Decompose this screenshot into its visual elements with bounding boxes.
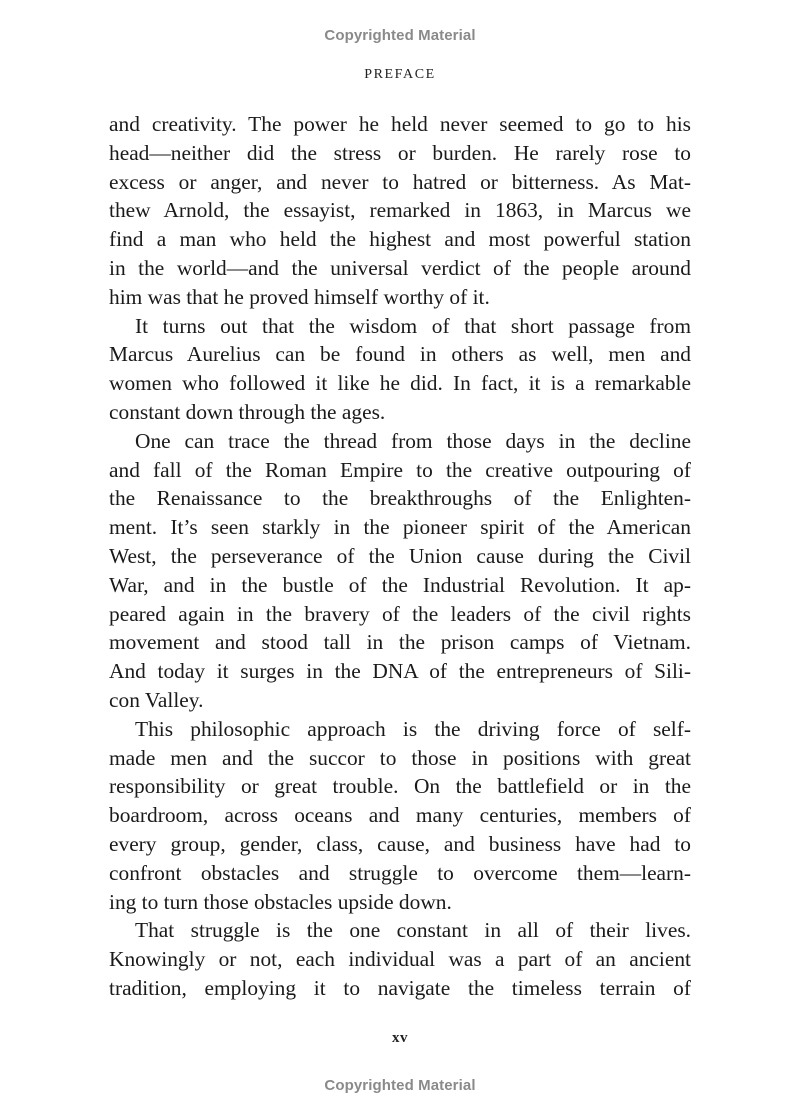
text-line: made men and the succor to those in positions with great xyxy=(109,745,691,770)
text-line: Marcus Aurelius can be found in others as well, men and xyxy=(109,342,691,367)
text-line: head—neither did the stress or burden. He rarely rose to xyxy=(109,140,691,165)
page-number: xv xyxy=(392,1030,408,1046)
text-line: That struggle is the one constant in all of their lives. xyxy=(135,918,691,943)
copyright-watermark-bottom: Copyrighted Material xyxy=(324,1077,476,1094)
text-line: and fall of the Roman Empire to the creative outpouring of xyxy=(109,457,691,482)
text-line: And today it surges in the DNA of the entrepreneurs of Sili- xyxy=(109,659,691,684)
text-line: every group, gender, class, cause, and business have had to xyxy=(109,831,691,856)
text-line: constant down through the ages. xyxy=(109,399,386,424)
text-line: and creativity. The power he held never seemed to go to his xyxy=(109,112,691,136)
paragraph-5 xyxy=(109,916,691,1002)
text-line: It turns out that the wisdom of that short passage from xyxy=(135,313,691,338)
text-line: women who followed it like he did. In fact, it is a remarkable xyxy=(109,371,691,396)
text-line: confront obstacles and struggle to overcome them—learn- xyxy=(109,860,691,885)
text-line: Knowingly or not, each individual was a part of an ancient xyxy=(109,947,691,972)
text-line: movement and stood tall in the prison camps of Vietnam. xyxy=(109,630,691,655)
text-line: tradition, employing it to navigate the timeless terrain of xyxy=(109,975,691,1000)
text-line: boardroom, across oceans and many centuries, members of xyxy=(109,803,691,828)
text-line: peared again in the bravery of the leaders of the civil rights xyxy=(109,601,691,626)
text-line: in the world—and the universal verdict of the people around xyxy=(109,255,691,280)
text-line: excess or anger, and never to hatred or bitterness. As Mat- xyxy=(109,169,691,194)
text-line: responsibility or great trouble. On the battlefield or in the xyxy=(109,774,691,799)
text-line: West, the perseverance of the Union cause during the Civil xyxy=(109,543,691,568)
paragraph-2 xyxy=(109,312,691,427)
text-line: ment. It’s seen starkly in the pioneer spirit of the American xyxy=(109,515,691,540)
paragraph-3 xyxy=(109,427,691,715)
text-line: thew Arnold, the essayist, remarked in 1863, in Marcus we xyxy=(109,198,691,223)
text-line: This philosophic approach is the driving force of self- xyxy=(135,716,691,741)
body-text xyxy=(109,110,691,1003)
paragraph-4 xyxy=(109,715,691,917)
text-line: him was that he proved himself worthy of it. xyxy=(109,284,490,309)
paragraph-1 xyxy=(109,110,691,312)
running-head: PREFACE xyxy=(364,67,436,82)
copyright-watermark-top: Copyrighted Material xyxy=(324,27,476,44)
text-line: the Renaissance to the breakthroughs of the Enlighten- xyxy=(109,486,691,511)
text-line: con Valley. xyxy=(109,687,204,712)
text-line: ing to turn those obstacles upside down. xyxy=(109,889,452,914)
text-line: War, and in the bustle of the Industrial Revolution. It ap- xyxy=(109,572,691,597)
text-line: find a man who held the highest and most powerful station xyxy=(109,227,691,252)
text-line: One can trace the thread from those days in the decline xyxy=(135,428,691,453)
